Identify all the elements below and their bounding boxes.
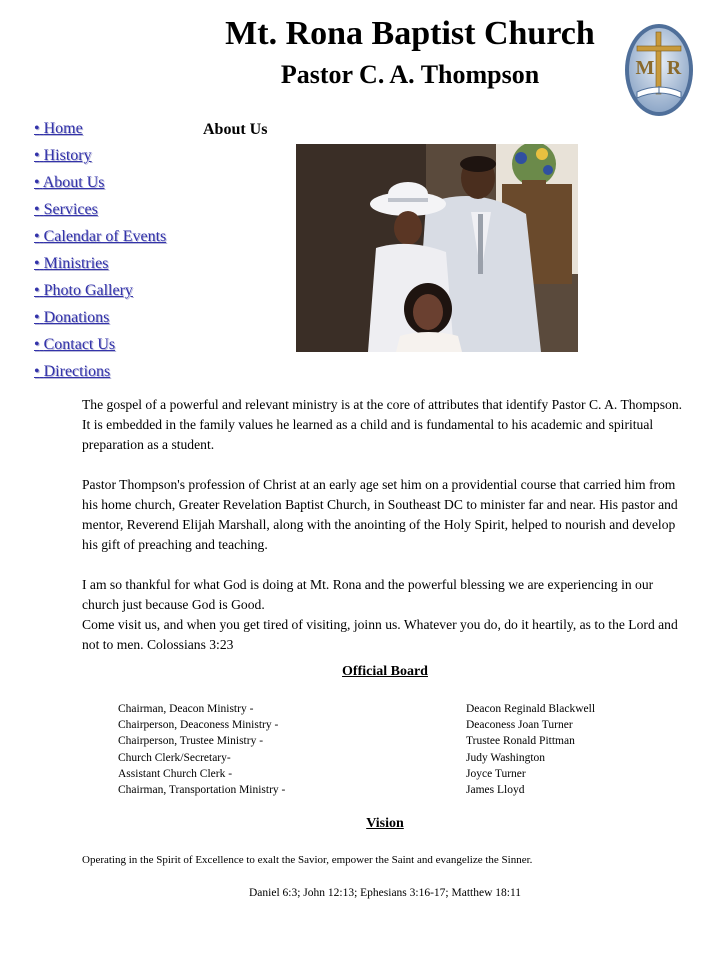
- board-row: [118, 782, 638, 798]
- about-paragraph: Pastor Thompson's profession of Christ at an early age set him on a providential course that carried him from his home church, Greater Revelation Baptist Church, in Southeast DC to minister far and near. His pastor and mentor, Reverend Elijah Marshall, along with the anointing of the Holy Spirit, helped to nourish and develop his gift of preaching and teaching.: [82, 477, 678, 552]
- nav-item-calendar[interactable]: [34, 226, 204, 253]
- about-paragraph: I am so thankful for what God is doing at Mt. Rona and the powerful blessing we are experiencing in our church just because God is Good.: [82, 577, 654, 612]
- board-role: Chairperson, Trustee Ministry -: [118, 735, 264, 748]
- board-member: Deaconess Joan Turner: [466, 719, 573, 732]
- svg-text:M: M: [635, 57, 655, 79]
- nav-link-directions[interactable]: • Directions: [34, 363, 111, 380]
- board-member: Judy Washington: [466, 751, 546, 764]
- nav-item-donations[interactable]: [34, 307, 204, 334]
- board-role: Chairman, Deacon Ministry -: [118, 703, 254, 715]
- pastor-subtitle: Pastor C. A. Thompson: [280, 60, 540, 89]
- board-member: James Lloyd: [466, 784, 525, 797]
- nav-link-calendar[interactable]: • Calendar of Events: [34, 228, 167, 245]
- about-body: [82, 395, 692, 655]
- pastor-family-photo: [296, 144, 578, 352]
- nav-item-home[interactable]: [34, 118, 204, 145]
- board-row: [118, 766, 638, 782]
- board-role: Chairperson, Deaconess Ministry -: [118, 719, 279, 732]
- svg-text:R: R: [666, 57, 682, 79]
- nav-link-ministries[interactable]: • Ministries: [34, 255, 109, 272]
- nav-link-services[interactable]: • Services: [34, 201, 98, 218]
- board-row: [118, 750, 638, 766]
- vision-scripture: Daniel 6:3; John 12:13; Ephesians 3:16-17; Matthew 18:11: [248, 887, 522, 899]
- nav-link-donations[interactable]: • Donations: [34, 309, 110, 326]
- nav-link-contact-us[interactable]: • Contact Us: [34, 336, 116, 353]
- nav-link-about-us[interactable]: • About Us: [34, 174, 105, 191]
- nav-item-directions[interactable]: [34, 361, 204, 388]
- board-role: Church Clerk/Secretary-: [118, 751, 231, 764]
- official-board-title: Official Board: [342, 664, 428, 679]
- board-role: Assistant Church Clerk -: [118, 767, 233, 780]
- about-paragraph: The gospel of a powerful and relevant ministry is at the core of attributes that identify Pastor C. A. Thompson. It is embedded in the family values he learned as a child and is fundamental to his academic and spiritual preparation as a student.: [82, 397, 683, 452]
- sidebar-nav: [34, 118, 204, 388]
- vision-statement: Operating in the Spirit of Excellence to exalt the Savior, empower the Saint and evangelize the Sinner.: [82, 854, 533, 866]
- nav-item-contact-us[interactable]: [34, 334, 204, 361]
- nav-link-photo-gallery[interactable]: • Photo Gallery: [34, 282, 133, 299]
- church-logo: [623, 22, 695, 118]
- nav-link-history[interactable]: • History: [34, 147, 92, 164]
- nav-item-history[interactable]: [34, 145, 204, 172]
- board-member: Deacon Reginald Blackwell: [466, 703, 596, 715]
- about-paragraph: Come visit us, and when you get tired of visiting, joinn us. Whatever you do, do it heartily, as to the Lord and not to men. Colossians 3:23: [82, 617, 678, 652]
- board-row: [118, 701, 638, 717]
- vision-title: Vision: [366, 816, 404, 831]
- board-role: Chairman, Transportation Ministry -: [118, 784, 286, 797]
- board-member: Joyce Turner: [466, 767, 526, 780]
- page-heading: About Us: [203, 121, 268, 138]
- nav-item-services[interactable]: [34, 199, 204, 226]
- board-member: Trustee Ronald Pittman: [466, 735, 575, 748]
- nav-item-ministries[interactable]: [34, 253, 204, 280]
- family-photo-image: [296, 144, 578, 352]
- nav-item-photo-gallery[interactable]: [34, 280, 204, 307]
- nav-link-home[interactable]: • Home: [34, 120, 83, 137]
- church-name-title: Mt. Rona Baptist Church: [225, 15, 595, 52]
- board-row: [118, 717, 638, 733]
- church-logo-graphic: [623, 22, 695, 118]
- nav-item-about-us[interactable]: [34, 172, 204, 199]
- board-row: [118, 733, 638, 749]
- official-board-list: [118, 701, 638, 798]
